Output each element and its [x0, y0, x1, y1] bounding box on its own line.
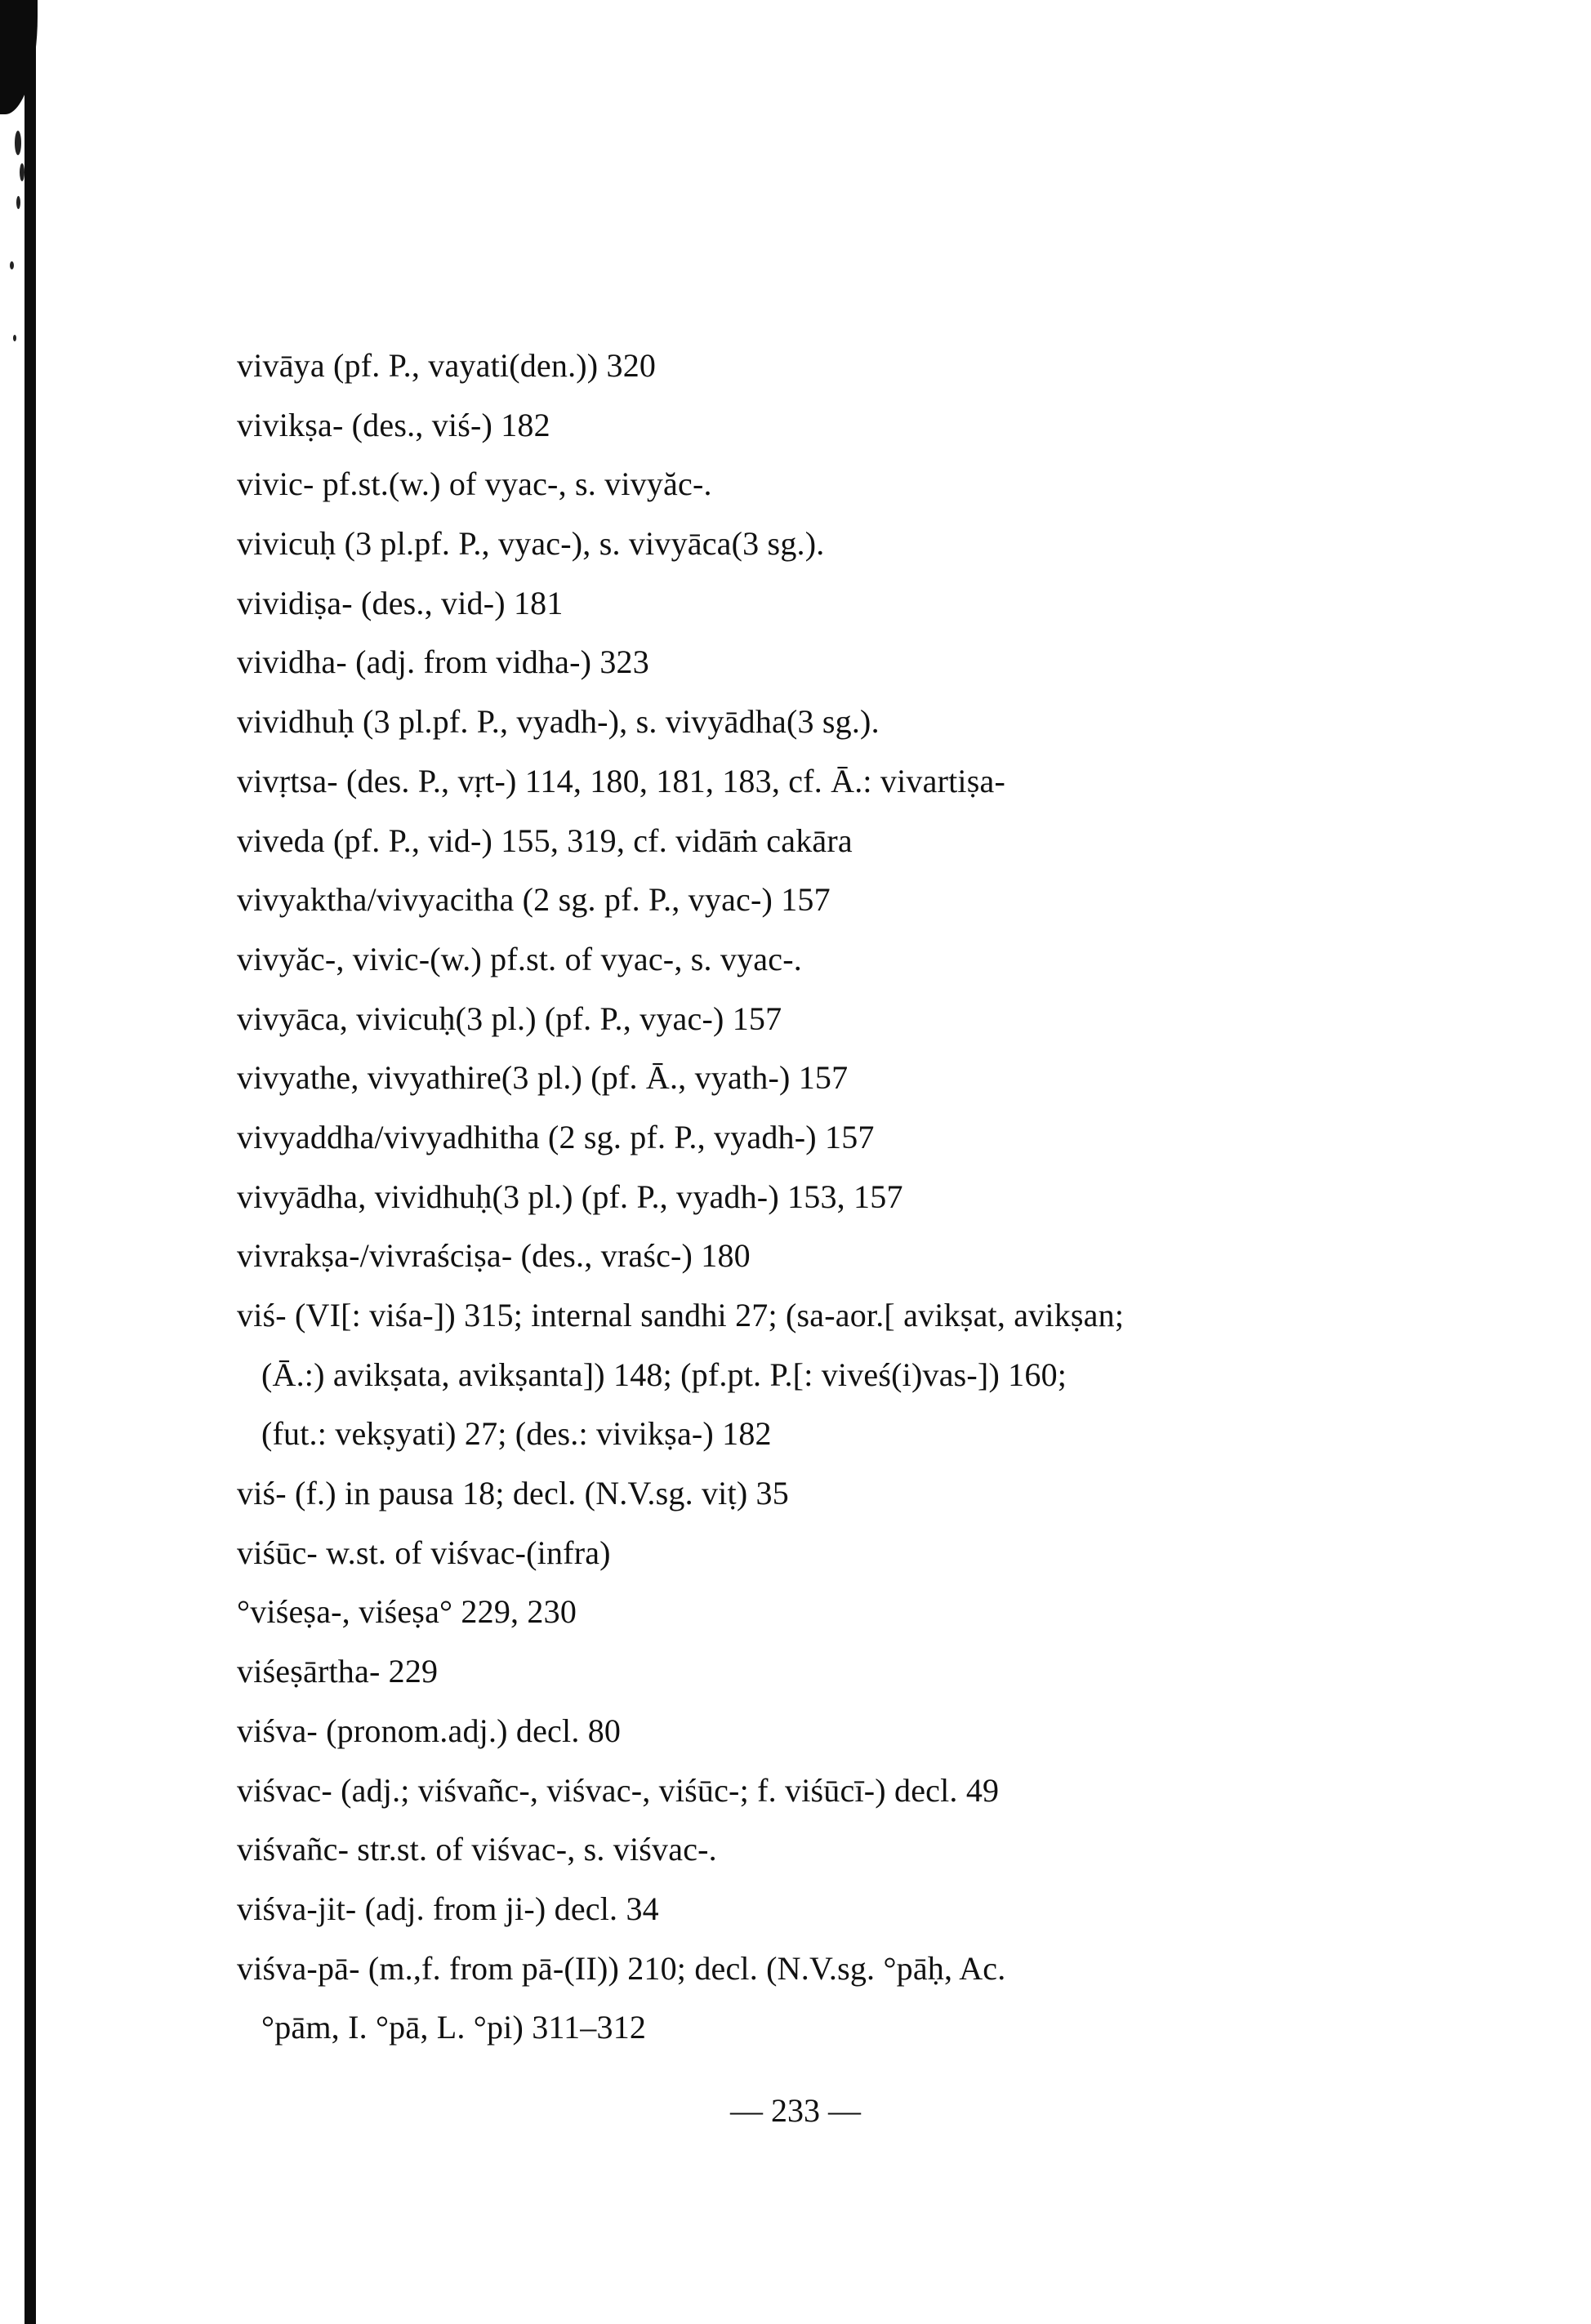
index-entry: viśva-jit- (adj. from ji-) decl. 34 [237, 1890, 659, 1927]
scan-speck [20, 163, 25, 181]
index-entry: vivāya (pf. P., vayati(den.)) 320 [237, 347, 657, 384]
index-entry: viveda (pf. P., vid-) 155, 319, cf. vidāṁ cakāra [237, 821, 853, 859]
index-entry: vividhuḥ (3 pl.pf. P., vyadh-), s. vivyādha(3 sg.). [237, 703, 880, 741]
index-entry: viśvañc- str.st. of viśvac-, s. viśvac-. [237, 1831, 717, 1868]
scan-speck [16, 196, 20, 209]
index-entry-continuation: °pām, I. °pā, L. °pi) 311–312 [261, 2009, 647, 2046]
page-number: — 233 — [730, 2092, 861, 2129]
index-entry: vivic- pf.st.(w.) of vyac-, s. vivyăc-. [237, 465, 712, 503]
index-entry: viś- (f.) in pausa 18; decl. (N.V.sg. viṭ) 35 [237, 1475, 789, 1512]
index-entry: °viśeṣa-, viśeṣa° 229, 230 [237, 1593, 577, 1631]
index-entry-continuation: (fut.: vekṣyati) 27; (des.: vivikṣa-) 182 [261, 1415, 772, 1453]
scan-speck [15, 131, 21, 155]
index-entry: vivyathe, vivyathire(3 pl.) (pf. Ā., vyath-) 157 [237, 1059, 849, 1097]
scan-edge-shadow [0, 0, 39, 2324]
index-entry: vivicuḥ (3 pl.pf. P., vyac-), s. vivyāca(3 sg.). [237, 525, 825, 563]
scan-bar [25, 0, 36, 2324]
index-entry: viśūc- w.st. of viśvac-(infra) [237, 1534, 611, 1571]
index-entry: viśva-pā- (m.,f. from pā-(II)) 210; decl. (N.V.sg. °pāḥ, Ac. [237, 1949, 1006, 1987]
index-entry: viśvac- (adj.; viśvañc-, viśvac-, viśūc-; f. viśūcī-) decl. 49 [237, 1771, 1000, 1809]
index-entry: vivyāca, vivicuḥ(3 pl.) (pf. P., vyac-) 157 [237, 999, 782, 1037]
index-entry: vivyaktha/vivyacitha (2 sg. pf. P., vyac-) 157 [237, 881, 831, 919]
index-entry: vivyăc-, vivic-(w.) pf.st. of vyac-, s. vyac-. [237, 940, 802, 977]
index-entry: viś- (VI[: viśa-]) 315; internal sandhi 27; (sa-aor.[ avikṣat, avikṣan; [237, 1297, 1125, 1333]
index-entry: viśva- (pronom.adj.) decl. 80 [237, 1712, 622, 1749]
index-entry: vivyaddha/vivyadhitha (2 sg. pf. P., vyadh-) 157 [237, 1118, 875, 1155]
index-entry: vivṛtsa- (des. P., vṛt-) 114, 180, 181, 183, cf. Ā.: vivartiṣa- [237, 762, 1005, 799]
index-entry: vividiṣa- (des., vid-) 181 [237, 584, 564, 621]
index-entry: vivikṣa- (des., viś-) 182 [237, 406, 550, 443]
scan-speck [13, 335, 16, 341]
index-entry: vivyādha, vividhuḥ(3 pl.) (pf. P., vyadh-) 153, 157 [237, 1178, 903, 1215]
scan-speck [10, 261, 14, 269]
index-entry: vividha- (adj. from vidha-) 323 [237, 643, 649, 681]
index-entry: viśeṣārtha- 229 [237, 1653, 439, 1690]
index-entry-continuation: (Ā.:) avikṣata, avikṣanta]) 148; (pf.pt. P.[: viveś(i)vas-]) 160; [261, 1356, 1067, 1393]
index-entry: vivrakṣa-/vivraściṣa- (des., vraśc-) 180 [237, 1237, 751, 1275]
index-entries [237, 336, 1364, 2058]
